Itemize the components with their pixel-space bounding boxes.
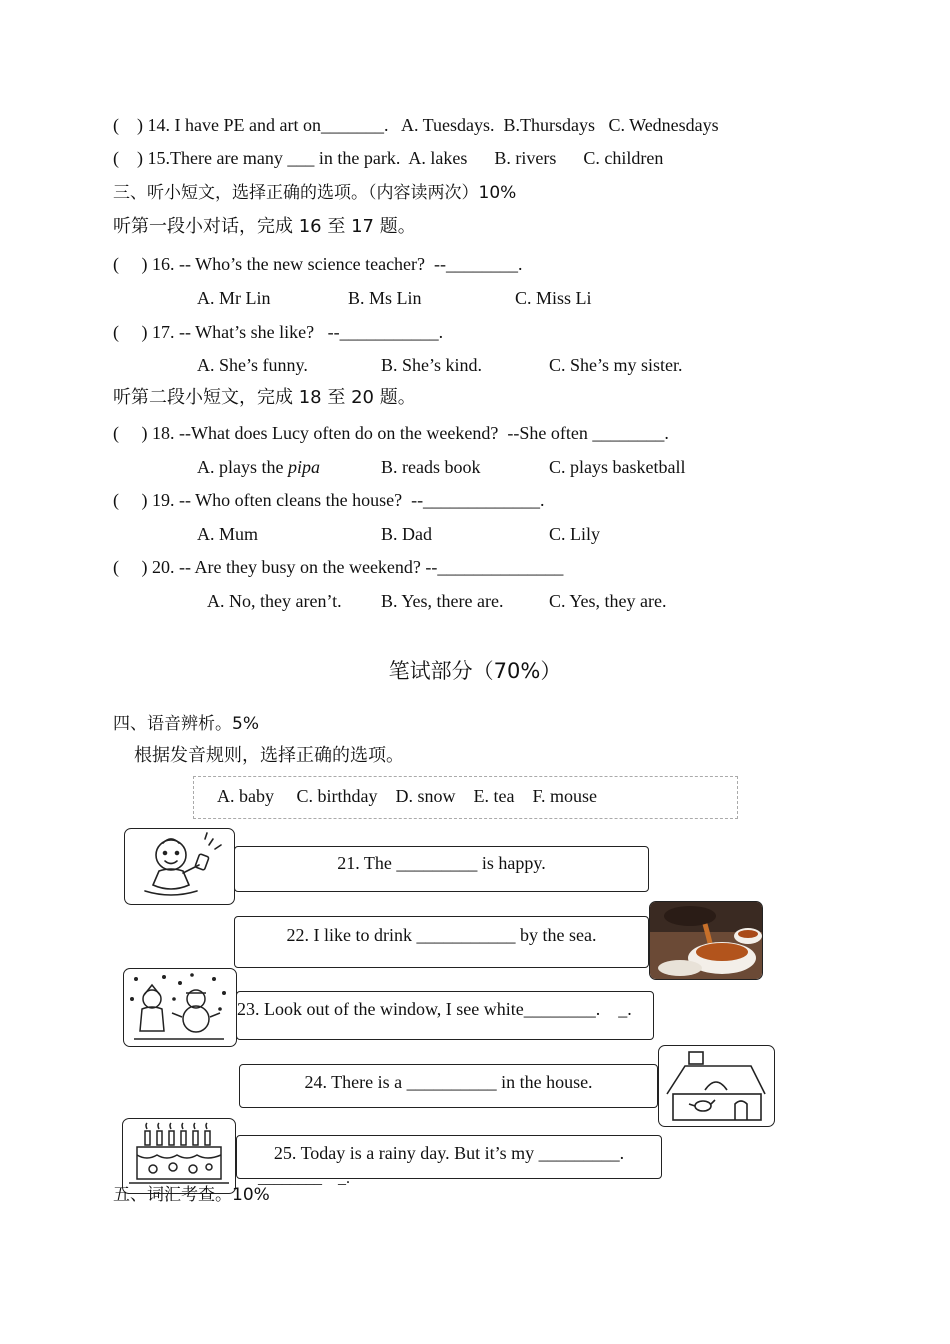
q16-option-c: C. Miss Li — [515, 288, 592, 308]
q18-option-a: A. plays the pipa — [197, 457, 320, 477]
question-20: ( ) 20. -- Are they busy on the weekend? --______________ — [113, 557, 564, 577]
options-list: A. baby C. birthday D. snow E. tea F. mouse — [217, 786, 598, 806]
question-21: 21. The _________ is happy. — [337, 853, 546, 873]
q19-option-b: B. Dad — [381, 524, 432, 544]
q16-option-a: A. Mr Lin — [197, 288, 271, 308]
question-14: ( ) 14. I have PE and art on_______. A. Tuesdays. B.Thursdays C. Wednesdays — [113, 115, 719, 135]
question-17: ( ) 17. -- What’s she like? --___________. — [113, 322, 444, 342]
question-22-box — [234, 916, 649, 968]
q20-option-c: C. Yes, they are. — [549, 591, 667, 611]
question-23: 23. Look out of the window, I see white________. _. — [237, 999, 632, 1019]
question-25-extra: ________ _. — [258, 1170, 350, 1187]
question-22: 22. I like to drink ___________ by the sea. — [286, 925, 597, 945]
q19-option-c: C. Lily — [549, 524, 601, 544]
question-18: ( ) 18. --What does Lucy often do on the weekend? --She often ________. — [113, 423, 669, 443]
q17-option-b: B. She’s kind. — [381, 355, 483, 375]
tea-picture — [649, 901, 763, 980]
question-16: ( ) 16. -- Who’s the new science teacher? --________. — [113, 254, 523, 274]
q20-option-b: B. Yes, there are. — [381, 591, 504, 611]
written-section-title: 笔试部分（70%） — [388, 659, 562, 683]
section-5-heading: 五、词汇考查。10% — [113, 1185, 270, 1205]
birthday-cake-picture — [122, 1118, 236, 1194]
section-3-heading: 三、听小短文，选择正确的选项。（内容读两次）10% — [113, 183, 517, 203]
q18-option-c: C. plays basketball — [549, 457, 686, 477]
section-3-part2: 听第二段小短文，完成 18 至 20 题。 — [113, 387, 416, 408]
question-23-box — [236, 991, 654, 1040]
house-picture — [658, 1045, 775, 1127]
section-4-instruction: 根据发音规则，选择正确的选项。 — [134, 745, 404, 766]
question-19: ( ) 19. -- Who often cleans the house? --_____________. — [113, 490, 545, 510]
q17-option-c: C. She’s my sister. — [549, 355, 683, 375]
q20-option-a: A. No, they aren’t. — [207, 591, 342, 611]
snow-picture — [123, 968, 237, 1047]
question-24: 24. There is a __________ in the house. — [304, 1072, 593, 1092]
question-15: ( ) 15.There are many ___ in the park. A. lakes B. rivers C. children — [113, 148, 664, 168]
q17-option-a: A. She’s funny. — [197, 355, 308, 375]
q16-option-b: B. Ms Lin — [348, 288, 422, 308]
baby-picture — [124, 828, 235, 905]
question-24-box — [239, 1064, 658, 1108]
section-4-heading: 四、语音辨析。5% — [113, 714, 259, 734]
section-3-part1: 听第一段小对话，完成 16 至 17 题。 — [113, 216, 416, 237]
q18-option-b: B. reads book — [381, 457, 481, 477]
q19-option-a: A. Mum — [197, 524, 259, 544]
question-21-box — [234, 846, 649, 892]
question-25: 25. Today is a rainy day. But it’s my _________. — [273, 1143, 625, 1163]
